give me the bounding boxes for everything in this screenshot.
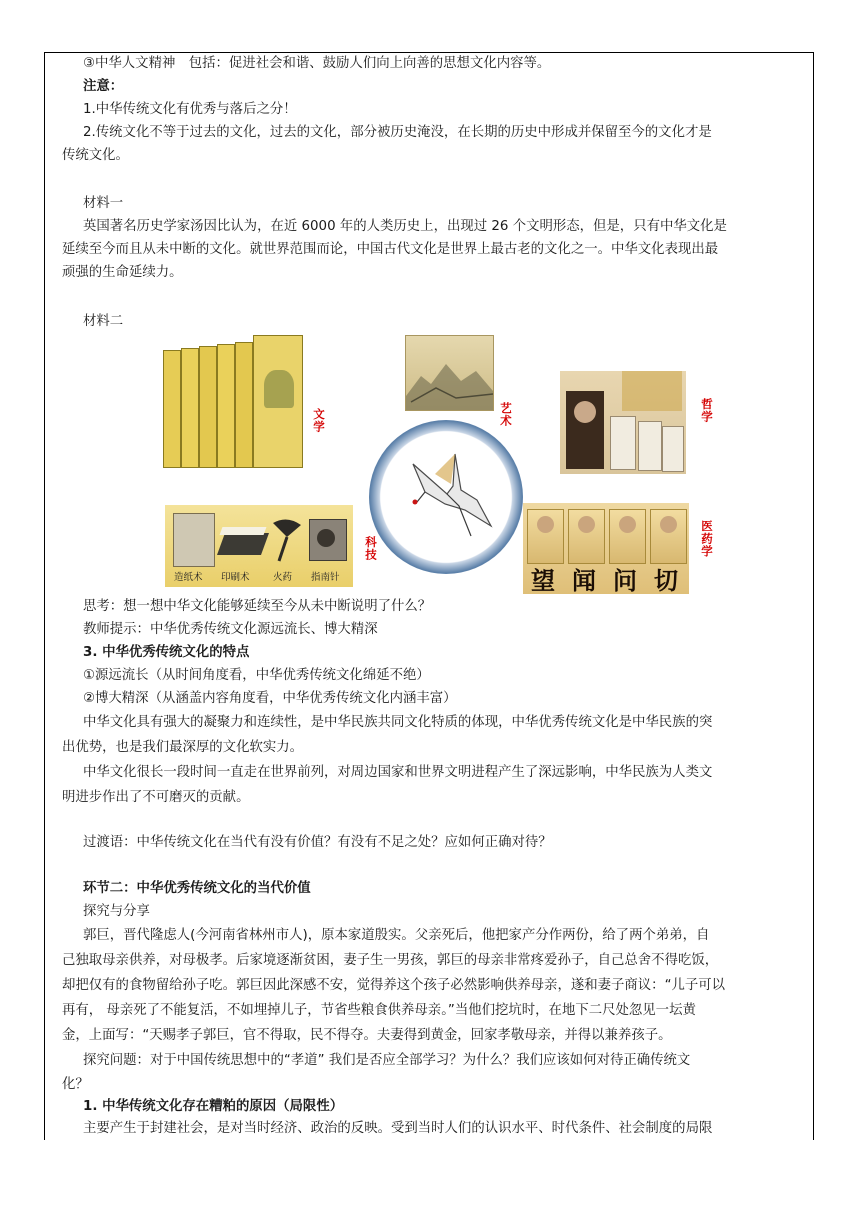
text-line: 顽强的生命延续力。 [62, 265, 183, 280]
text-line: 英国著名历史学家汤因比认为，在近 6000 年的人类历史上，出现过 26 个文明形态，但是，只有中华文化是 [83, 219, 727, 234]
gunpowder-icon [269, 513, 305, 565]
caption-literature: 文学 [312, 408, 326, 433]
text-line: 主要产生于封建社会，是对当时经济、政治的反映。受到当时人们的认识水平、时代条件、社会制度的局限 [83, 1121, 713, 1136]
caption-art: 艺术 [499, 402, 513, 427]
section-heading: 1. 中华传统文化存在糟粕的原因（局限性） [83, 1099, 344, 1114]
text-line: ①源远流长（从时间角度看，中华优秀传统文化绵延不绝） [83, 668, 430, 683]
caption-philosophy: 哲学 [700, 398, 714, 423]
four-inventions-image [165, 505, 353, 587]
text-line: 化？ [62, 1077, 89, 1092]
text-line: 探究问题：对于中国传统思想中的“孝道” 我们是否应全部学习？为什么？我们应该如何对待正确传统文 [83, 1053, 691, 1068]
section-heading: 环节二：中华优秀传统文化的当代价值 [83, 881, 311, 896]
label-papermaking: 造纸术 [174, 572, 203, 583]
four-diagnostics-image [523, 503, 689, 594]
philosophers-image [560, 371, 686, 474]
crane-medallion [369, 420, 523, 574]
text-line: 却把仅有的食物留给孙子吃。郭巨因此深感不安，觉得养这个孩子必然影响供养母亲，遂和妻子商议：“儿子可以 [62, 978, 726, 993]
text-line: ③中华人文精神 包括：促进社会和谐、鼓励人们向上向善的思想文化内容等。 [83, 56, 551, 71]
text-line: 教师提示：中华优秀传统文化源远流长、博大精深 [83, 622, 378, 637]
text-line: 明进步作出了不可磨灭的贡献。 [62, 790, 250, 805]
text-line: ②博大精深（从涵盖内容角度看，中华优秀传统文化内涵丰富） [83, 691, 457, 706]
caption-technology: 科技 [364, 536, 378, 561]
material-two-label: 材料二 [83, 314, 124, 329]
painting-mountains-icon [406, 336, 493, 410]
material-one-label: 材料一 [83, 196, 124, 211]
note-heading: 注意： [83, 79, 124, 94]
section-heading: 3. 中华优秀传统文化的特点 [83, 645, 250, 660]
books-image [163, 335, 303, 468]
text-line: 中华文化很长一段时间一直走在世界前列，对周边国家和世界文明进程产生了深远影响，中华民族为人类文 [83, 765, 713, 780]
char-ask: 问 [613, 566, 637, 594]
text-line: 金，上面写：“天赐孝子郭巨，官不得取，民不得夺。夫妻得到黄金，回家孝敬母亲，并得以兼养孩子。 [62, 1028, 672, 1043]
text-line: 探究与分享 [83, 904, 150, 919]
caption-medicine: 医药学 [700, 520, 714, 558]
text-line: 出优势，也是我们最深厚的文化软实力。 [62, 740, 304, 755]
text-line: 再有， 母亲死了不能复活，不如埋掉儿子，节省些粮食供养母亲。”当他们挖坑时，在地下二尺处忽见一坛黄 [62, 1003, 696, 1018]
char-look: 望 [531, 566, 555, 594]
text-line: 2.传统文化不等于过去的文化，过去的文化，部分被历史淹没，在长期的历史中形成并保留至今的文化才是 [83, 125, 712, 140]
text-line: 中华文化具有强大的凝聚力和连续性，是中华民族共同文化特质的体现，中华优秀传统文化是中华民族的突 [83, 715, 713, 730]
text-line: 1.中华传统文化有优秀与落后之分！ [83, 102, 297, 117]
text-line: 传统文化。 [62, 148, 129, 163]
text-line: 己独取母亲供养，对母极孝。后家境逐渐贫困，妻子生一男孩，郭巨的母亲非常疼爱孙子，自己总舍不得吃饭， [62, 953, 719, 968]
char-listen: 闻 [572, 566, 596, 594]
char-pulse: 切 [654, 566, 678, 594]
text-line: 思考：想一想中华文化能够延续至今从未中断说明了什么？ [83, 599, 432, 614]
label-compass: 指南针 [311, 572, 340, 583]
transition-text: 过渡语：中华传统文化在当代有没有价值？有没有不足之处？应如何正确对待？ [83, 835, 552, 850]
text-line: 延续至今而且从未中断的文化。就世界范围而论，中国古代文化是世界上最古老的文化之一。中华文化表现出最 [62, 242, 719, 257]
text-line: 郭巨，晋代隆虑人(今河南省林州市人)，原本家道殷实。父亲死后，他把家产分作两份，给了两个弟弟，自 [83, 928, 710, 943]
landscape-painting-image [405, 335, 494, 411]
label-gunpowder: 火药 [273, 572, 293, 583]
crane-icon [395, 444, 499, 548]
label-printing: 印刷术 [221, 572, 250, 583]
